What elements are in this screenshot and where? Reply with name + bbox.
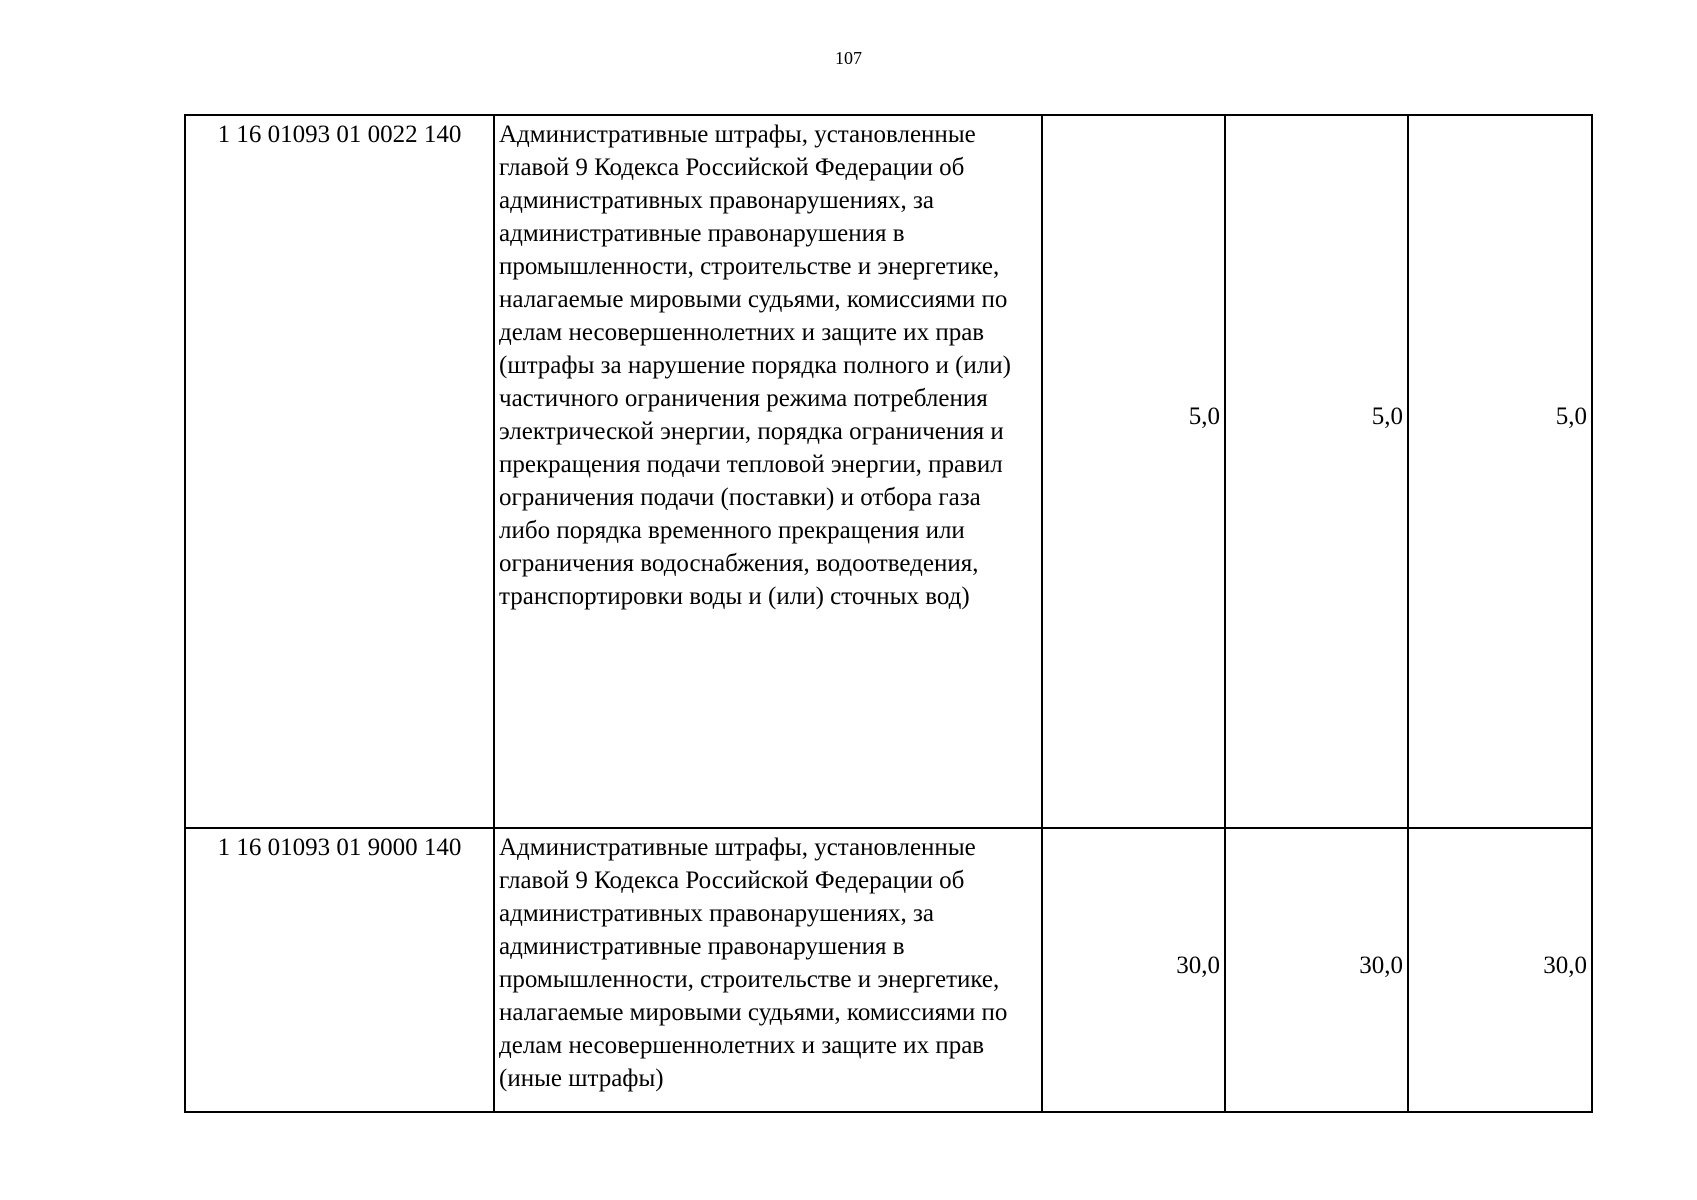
budget-code-cell: 1 16 01093 01 0022 140 <box>185 115 494 828</box>
page-number: 107 <box>835 48 862 68</box>
table-row <box>185 828 1592 1112</box>
amount-cell-year-2: 5,0 <box>1225 115 1408 828</box>
amount-cell-year-3: 30,0 <box>1408 828 1592 1112</box>
budget-code-cell: 1 16 01093 01 9000 140 <box>185 828 494 1112</box>
description-cell: Административные штрафы, установленные главой 9 Кодекса Российской Федерации об административных правонарушениях, за административные правонарушения в промышленности, строительстве и энергетике, налагаемые мировыми судьями, комиссиями по делам несовершеннолетних и защите их прав (иные штрафы) <box>494 828 1042 1112</box>
amount-cell-year-2: 30,0 <box>1225 828 1408 1112</box>
description-cell: Административные штрафы, установленные главой 9 Кодекса Российской Федерации об административных правонарушениях, за административные правонарушения в промышленности, строительстве и энергетике, налагаемые мировыми судьями, комиссиями по делам несовершеннолетних и защите их прав (штрафы за нарушение порядка полного и (или) частичного ограничения режима потребления электрической энергии, порядка ограничения и прекращения подачи тепловой энергии, правил ограничения подачи (поставки) и отбора газа либо порядка временного прекращения или ограничения водоснабжения, водоотведения, транспортировки воды и (или) сточных вод) <box>494 115 1042 828</box>
budget-table <box>184 114 1593 1113</box>
amount-cell-year-3: 5,0 <box>1408 115 1592 828</box>
table-row <box>185 115 1592 828</box>
amount-cell-year-1: 5,0 <box>1042 115 1225 828</box>
amount-cell-year-1: 30,0 <box>1042 828 1225 1112</box>
